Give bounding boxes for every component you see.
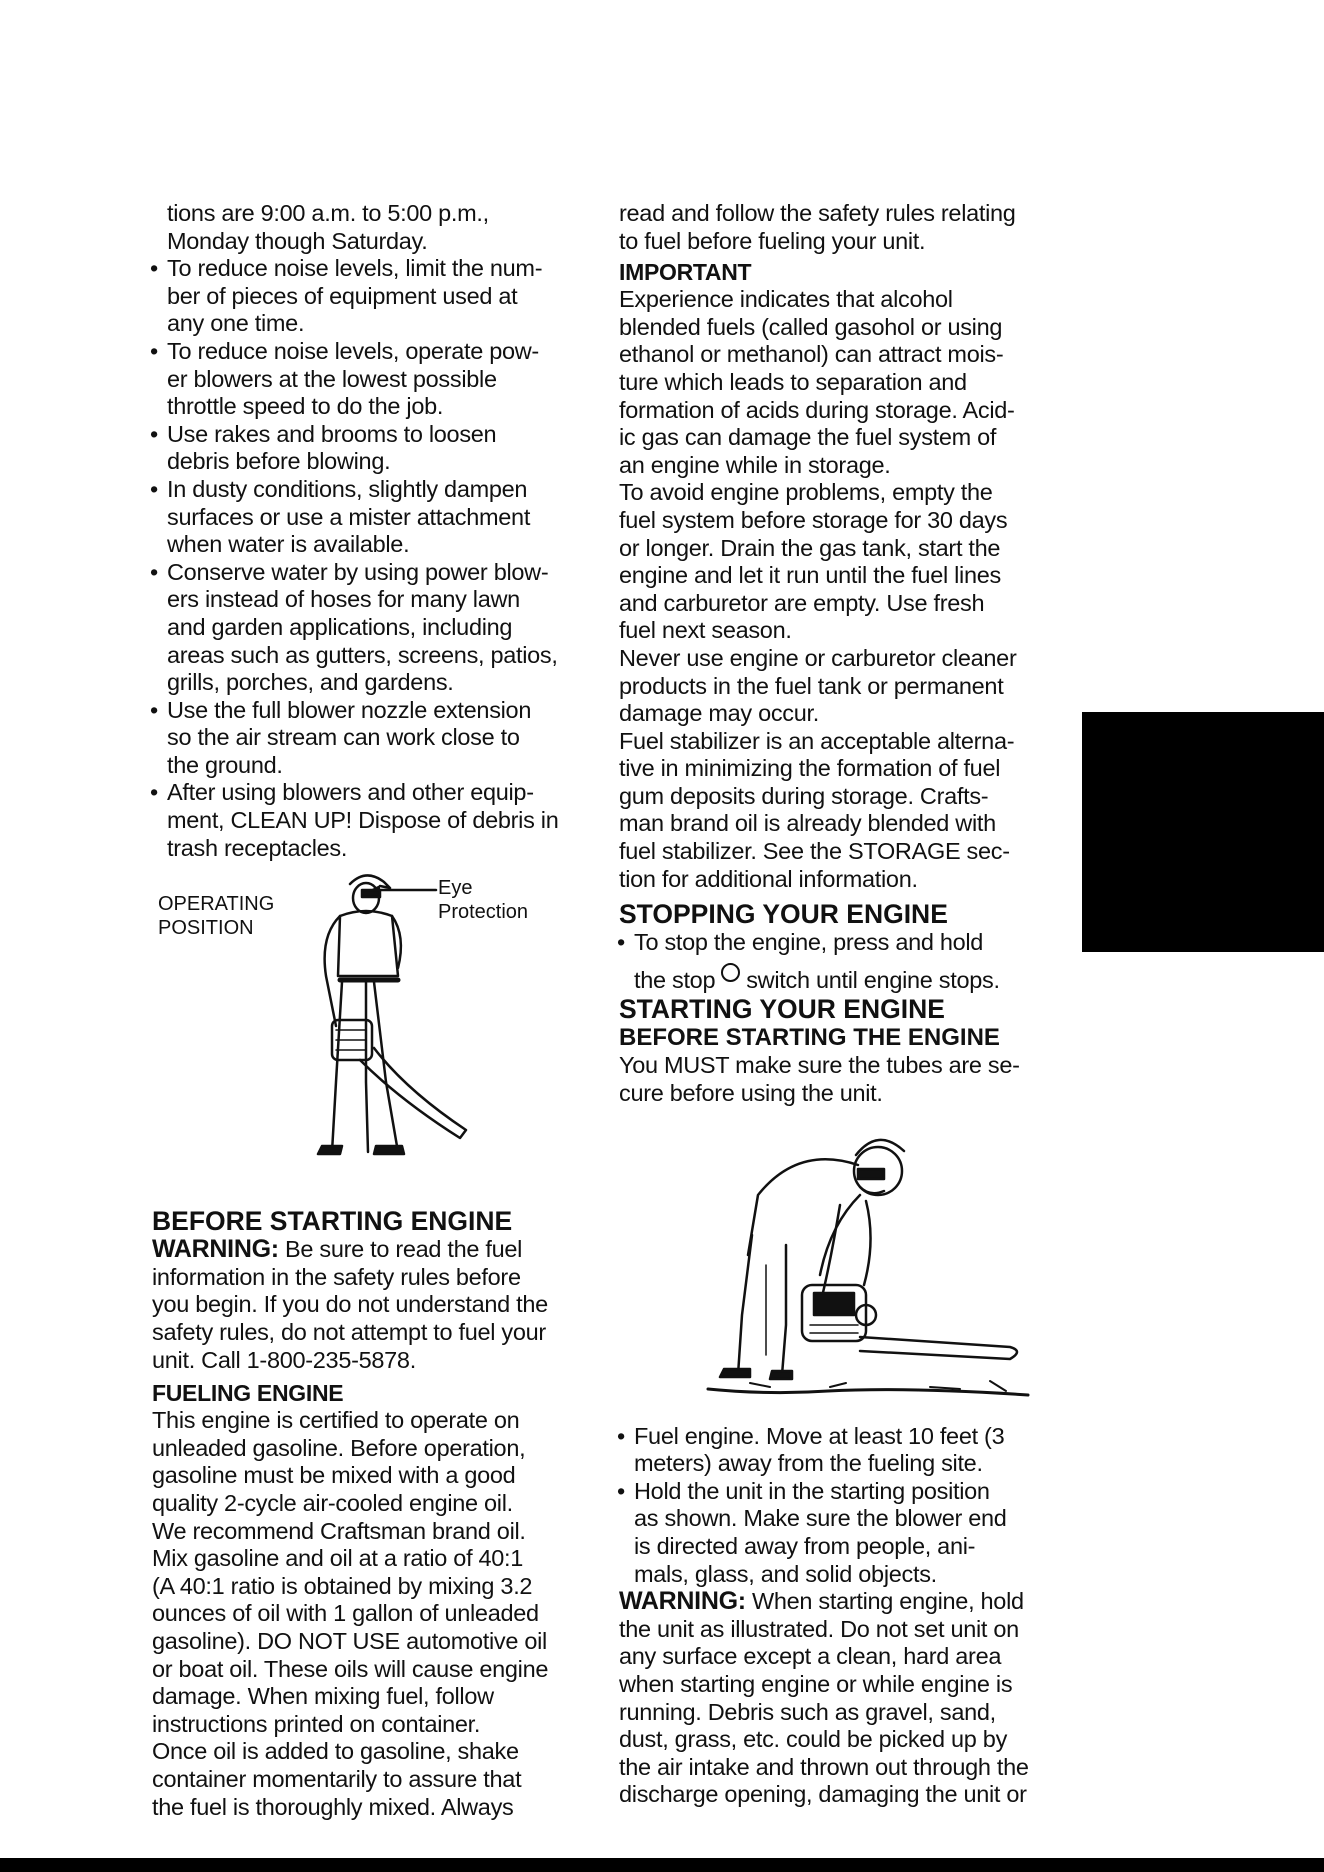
fueling-line: This engine is certified to operate on bbox=[152, 1407, 520, 1434]
noise-tips-list bbox=[152, 255, 612, 862]
fueling-line: damage. When mixing fuel, follow bbox=[152, 1683, 494, 1710]
fueling-line: ounces of oil with 1 gallon of unleaded bbox=[152, 1600, 539, 1627]
warning-text: Be sure to read the fuel bbox=[278, 1236, 523, 1263]
before-starting-heading: BEFORE STARTING ENGINE bbox=[152, 1206, 513, 1237]
important-line: damage may occur. bbox=[619, 700, 819, 727]
important-line: ethanol or methanol) can attract mois- bbox=[619, 341, 1004, 368]
stopping-heading: STOPPING YOUR ENGINE bbox=[619, 899, 948, 930]
list-item bbox=[152, 255, 612, 338]
warning-line: you begin. If you do not understand the bbox=[152, 1291, 548, 1318]
fueling-line: Mix gasoline and oil at a ratio of 40:1 bbox=[152, 1545, 524, 1572]
list-item bbox=[152, 697, 612, 780]
list-item bbox=[619, 1423, 1079, 1478]
list-line: • To reduce noise levels, limit the num- bbox=[167, 255, 543, 282]
list-line: so the air stream can work close to bbox=[167, 724, 520, 751]
list-item bbox=[619, 1478, 1079, 1588]
list-line: • To reduce noise levels, operate pow- bbox=[167, 337, 539, 364]
warning-paragraph bbox=[619, 1588, 1079, 1616]
important-line: an engine while in storage. bbox=[619, 451, 891, 478]
stop-switch-icon bbox=[721, 963, 740, 982]
stop-text: the stop bbox=[634, 966, 716, 993]
list-line: ers instead of hoses for many lawn bbox=[167, 586, 520, 613]
starting-position-illustration bbox=[690, 1125, 1030, 1415]
right-column bbox=[619, 200, 1079, 1809]
warning-line: unit. Call 1-800-235-5878. bbox=[152, 1346, 416, 1373]
list-line: ber of pieces of equipment used at bbox=[167, 282, 518, 309]
section-index-tab bbox=[1082, 712, 1324, 952]
important-line: and carburetor are empty. Use fresh bbox=[619, 589, 985, 616]
warning-line: safety rules, do not attempt to fuel your bbox=[152, 1319, 546, 1346]
operating-position-label bbox=[158, 892, 274, 940]
important-line: man brand oil is already blended with bbox=[619, 810, 996, 837]
warning-line: the air intake and thrown out through the bbox=[619, 1753, 1029, 1780]
list-item bbox=[152, 476, 612, 559]
fueling-heading: FUELING ENGINE bbox=[152, 1380, 344, 1407]
fueling-line: We recommend Craftsman brand oil. bbox=[152, 1517, 526, 1544]
list-line: any one time. bbox=[167, 310, 305, 337]
list-line: throttle speed to do the job. bbox=[167, 393, 444, 420]
list-line: • Hold the unit in the starting position bbox=[634, 1477, 990, 1504]
list-line: grills, porches, and gardens. bbox=[167, 669, 454, 696]
fueling-line: the fuel is thoroughly mixed. Always bbox=[152, 1793, 514, 1820]
fueling-line: instructions printed on container. bbox=[152, 1710, 481, 1737]
list-line: ment, CLEAN UP! Dispose of debris in bbox=[167, 807, 559, 834]
important-line: or longer. Drain the gas tank, start the bbox=[619, 534, 1001, 561]
fueling-line: gasoline). DO NOT USE automotive oil bbox=[152, 1627, 547, 1654]
starting-steps-list bbox=[619, 1423, 1079, 1589]
warning-label: WARNING: bbox=[619, 1587, 746, 1616]
warning-line: dust, grass, etc. could be picked up by bbox=[619, 1726, 1008, 1753]
list-line: as shown. Make sure the blower end bbox=[634, 1505, 1007, 1532]
list-line: is directed away from people, ani- bbox=[634, 1533, 976, 1559]
warning-line: information in the safety rules before bbox=[152, 1263, 521, 1290]
warning-line: discharge opening, damaging the unit or bbox=[619, 1781, 1027, 1808]
list-item bbox=[152, 421, 612, 476]
warning-line: any surface except a clean, hard area bbox=[619, 1643, 1002, 1670]
fueling-line: or boat oil. These oils will cause engine bbox=[152, 1655, 549, 1682]
list-line: • In dusty conditions, slightly dampen bbox=[167, 475, 528, 502]
important-line: fuel next season. bbox=[619, 617, 792, 644]
important-line: Experience indicates that alcohol bbox=[619, 286, 953, 313]
warning-line: running. Debris such as gravel, sand, bbox=[619, 1698, 996, 1725]
list-line: • Use rakes and brooms to loosen bbox=[167, 420, 497, 447]
intro-line: tions are 9:00 a.m. to 5:00 p.m., bbox=[167, 200, 489, 226]
list-line: • Use the full blower nozzle extension bbox=[167, 696, 532, 723]
figure-label-line: POSITION bbox=[158, 917, 254, 939]
list-line: er blowers at the lowest possible bbox=[167, 365, 497, 392]
list-line: when water is available. bbox=[167, 531, 410, 558]
list-line: • To stop the engine, press and hold bbox=[634, 929, 984, 956]
important-line: ic gas can damage the fuel system of bbox=[619, 424, 997, 451]
important-line: fuel stabilizer. See the STORAGE sec- bbox=[619, 838, 1010, 865]
warning-label: WARNING: bbox=[152, 1235, 279, 1264]
fueling-line: (A 40:1 ratio is obtained by mixing 3.2 bbox=[152, 1572, 533, 1599]
fueling-line: unleaded gasoline. Before operation, bbox=[152, 1434, 526, 1461]
important-line: engine and let it run until the fuel lines bbox=[619, 562, 1001, 589]
list-line: and garden applications, including bbox=[167, 613, 513, 640]
intro-line: to fuel before fueling your unit. bbox=[619, 227, 926, 254]
important-line: Fuel stabilizer is an acceptable alterna- bbox=[619, 727, 1015, 754]
intro-line: read and follow the safety rules relating bbox=[619, 200, 1016, 226]
list-line: • Fuel engine. Move at least 10 feet (3 bbox=[634, 1422, 1005, 1449]
figure-label-line: OPERATING bbox=[158, 893, 275, 915]
important-line: blended fuels (called gasohol or using bbox=[619, 313, 1003, 340]
important-line: Never use engine or carburetor cleaner bbox=[619, 644, 1017, 671]
important-line: ture which leads to separation and bbox=[619, 368, 967, 395]
callout-line: Eye bbox=[438, 877, 473, 899]
intro-line: Monday though Saturday. bbox=[167, 227, 428, 254]
before-starting-engine-heading: BEFORE STARTING THE ENGINE bbox=[619, 1024, 1000, 1052]
list-line: the ground. bbox=[167, 751, 283, 778]
list-line: • Conserve water by using power blow- bbox=[167, 558, 549, 585]
list-line: debris before blowing. bbox=[167, 448, 391, 475]
list-line: • After using blowers and other equip- bbox=[167, 779, 534, 806]
starting-heading: STARTING YOUR ENGINE bbox=[619, 994, 945, 1025]
fueling-line: Once oil is added to gasoline, shake bbox=[152, 1738, 519, 1765]
before-engine-line: cure before using the unit. bbox=[619, 1080, 883, 1107]
fueling-line: container momentarily to assure that bbox=[152, 1765, 522, 1792]
operating-position-illustration bbox=[270, 870, 470, 1170]
important-line: tion for additional information. bbox=[619, 865, 918, 892]
important-line: products in the fuel tank or permanent bbox=[619, 672, 1004, 699]
fueling-line: quality 2-cycle air-cooled engine oil. bbox=[152, 1490, 513, 1516]
important-line: To avoid engine problems, empty the bbox=[619, 479, 993, 506]
warning-line: when starting engine or while engine is bbox=[619, 1670, 1013, 1697]
scan-edge-bar bbox=[0, 1858, 1324, 1872]
list-line bbox=[634, 963, 1079, 995]
list-line: mals, glass, and solid objects. bbox=[634, 1560, 937, 1587]
important-line: gum deposits during storage. Crafts- bbox=[619, 782, 989, 809]
warning-line: the unit as illustrated. Do not set unit on bbox=[619, 1615, 1019, 1642]
callout-line: Protection bbox=[438, 901, 529, 923]
stopping-list bbox=[619, 929, 1079, 994]
important-line: formation of acids during storage. Acid- bbox=[619, 396, 1015, 423]
list-line: trash receptacles. bbox=[167, 834, 348, 861]
before-engine-line: You MUST make sure the tubes are se- bbox=[619, 1052, 1020, 1079]
warning-paragraph bbox=[152, 1236, 612, 1264]
important-line: fuel system before storage for 30 days bbox=[619, 506, 1008, 533]
list-line: surfaces or use a mister attachment bbox=[167, 503, 531, 530]
fueling-line: gasoline must be mixed with a good bbox=[152, 1462, 516, 1489]
warning-text: When starting engine, hold bbox=[745, 1588, 1024, 1615]
list-line: areas such as gutters, screens, patios, bbox=[167, 641, 558, 668]
important-heading: IMPORTANT bbox=[619, 259, 752, 286]
list-item bbox=[619, 929, 1079, 994]
list-line: meters) away from the fueling site. bbox=[634, 1450, 983, 1477]
list-item bbox=[152, 338, 612, 421]
important-line: tive in minimizing the formation of fuel bbox=[619, 755, 1001, 782]
list-item bbox=[152, 559, 612, 697]
list-item bbox=[152, 779, 612, 862]
stop-text: switch until engine stops. bbox=[746, 966, 1000, 993]
